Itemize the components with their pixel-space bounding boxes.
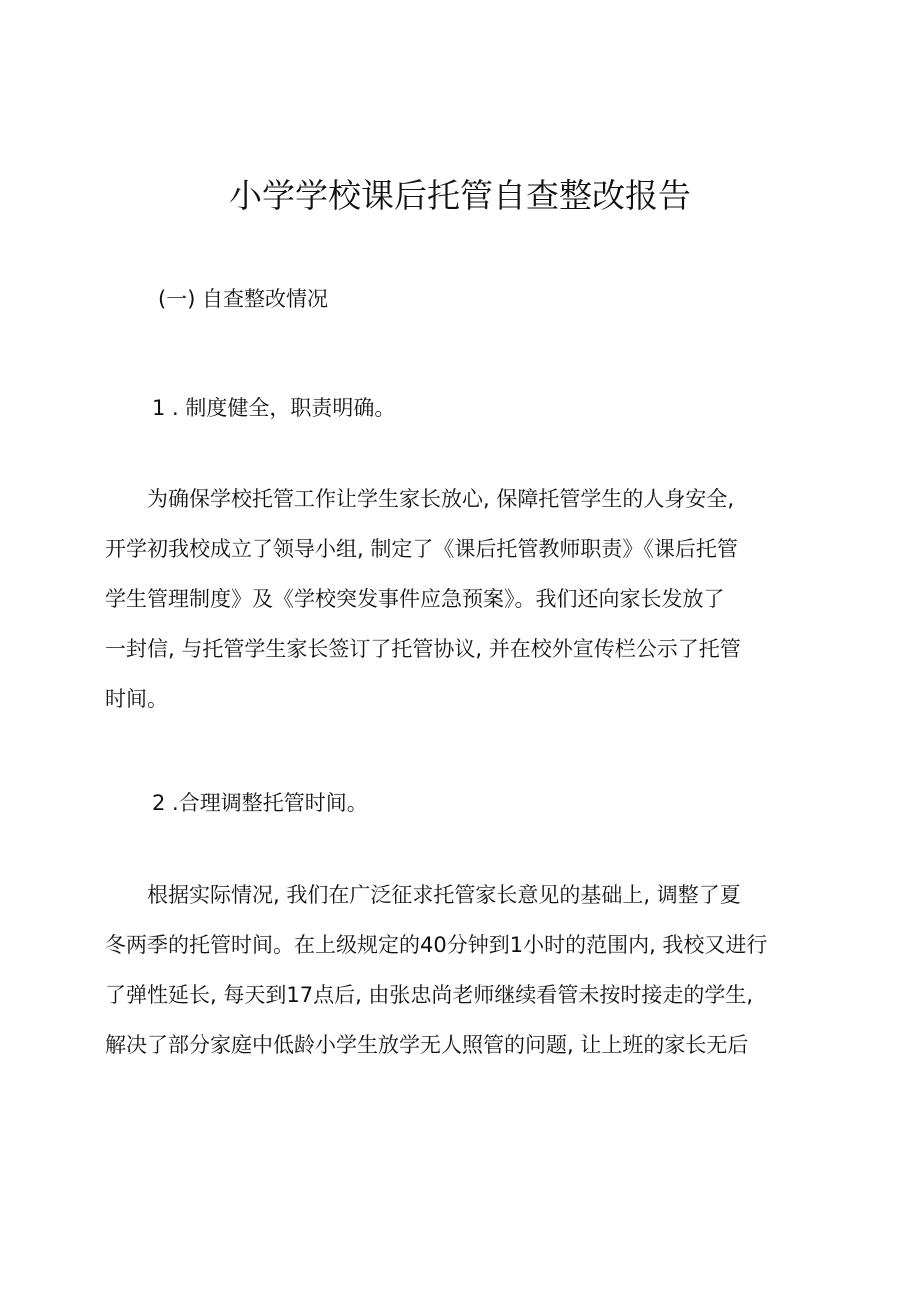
item-heading-1: 1 . 制度健全，职责明确。 [152, 396, 396, 420]
item-paragraph-2 [105, 870, 821, 1070]
paragraph-line: 冬两季的托管时间。在上级规定的40分钟到1小时的范围内, 我校又进行 [105, 933, 768, 957]
item-heading-2: 2 .合理调整托管时间。 [152, 791, 368, 815]
paragraph-line: 学生管理制度》及《学校突发事件应急预案》。我们还向家长发放了 [105, 587, 725, 611]
paragraph-line: 时间。 [105, 687, 168, 711]
paragraph-line: 为确保学校托管工作让学生家长放心, 保障托管学生的人身安全, [147, 487, 735, 511]
paragraph-line: 开学初我校成立了领导小组, 制定了《课后托管教师职责》《课后托管 [105, 537, 738, 561]
paragraph-line: 了弹性延长, 每天到17点后, 由张忠尚老师继续看管未按时接走的学生, [105, 983, 754, 1007]
paragraph-line: 根据实际情况, 我们在广泛征求托管家长意见的基础上, 调整了夏 [147, 883, 741, 907]
paragraph-line: 一封信, 与托管学生家长签订了托管协议, 并在校外宣传栏公示了托管 [105, 637, 741, 661]
paragraph-line: 解决了部分家庭中低龄小学生放学无人照管的问题, 让上班的家长无后 [105, 1033, 749, 1057]
item-paragraph-1 [105, 474, 821, 724]
section-heading: (一) 自查整改情况 [158, 287, 329, 311]
document-title: 小学学校课后托管自查整改报告 [229, 176, 691, 215]
